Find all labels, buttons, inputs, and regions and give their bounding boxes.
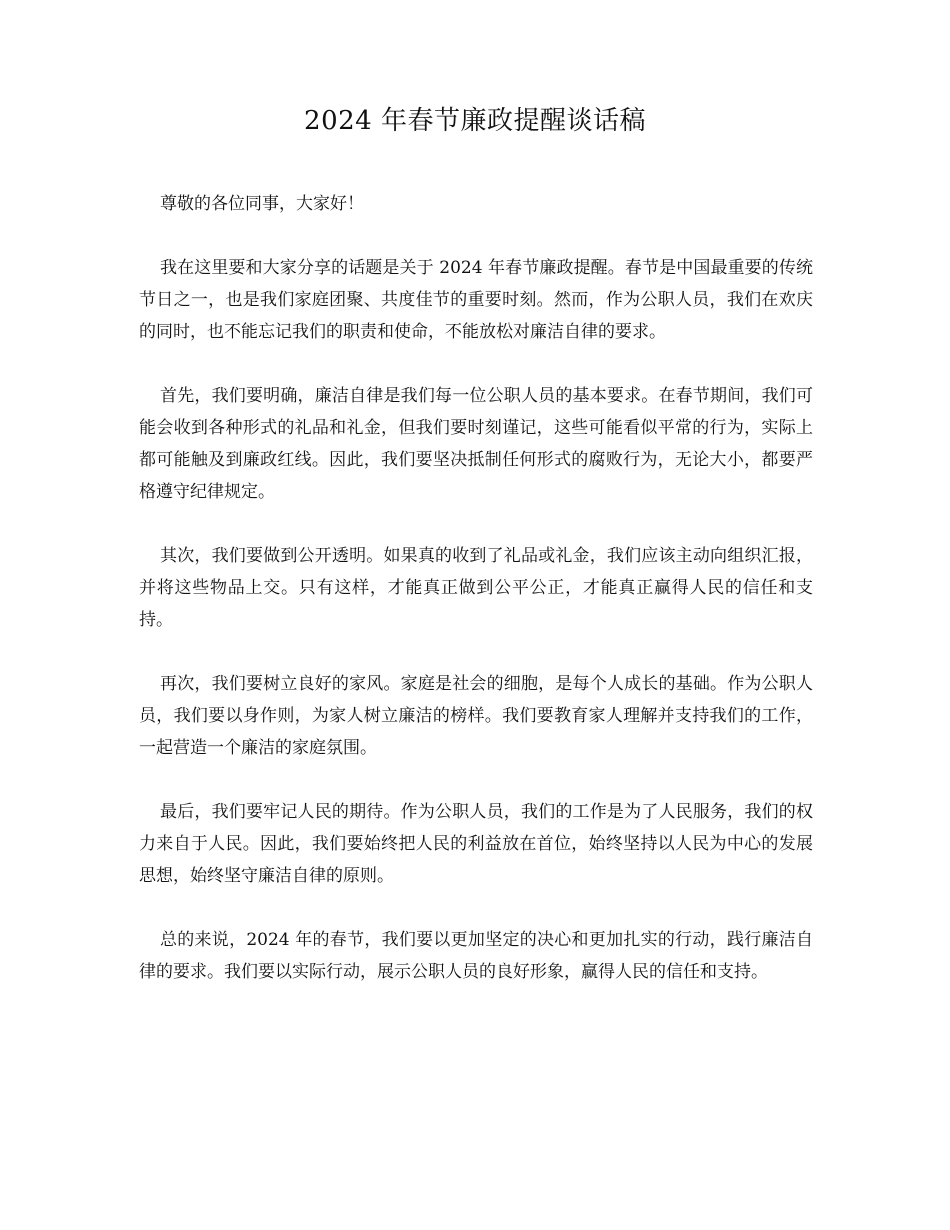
intro-paragraph: 我在这里要和大家分享的话题是关于 2024 年春节廉政提醒。春节是中国最重要的传统节日之一，也是我们家庭团聚、共度佳节的重要时刻。然而，作为公职人员，我们在欢庆的同时，也不能忘记我们的职责和使命，不能放松对廉洁自律的要求。 bbox=[139, 258, 813, 342]
document-title: 2024 年春节廉政提醒谈话稿 bbox=[304, 106, 646, 136]
document-body bbox=[139, 188, 813, 1020]
third-point-paragraph: 再次，我们要树立良好的家风。家庭是社会的细胞，是每个人成长的基础。作为公职人员，我们要以身作则，为家人树立廉洁的榜样。我们要教育家人理解并支持我们的工作，一起营造一个廉洁的家庭氛围。 bbox=[139, 674, 813, 758]
greeting-paragraph: 尊敬的各位同事，大家好！ bbox=[160, 194, 364, 214]
conclusion-paragraph: 总的来说，2024 年的春节，我们要以更加坚定的决心和更加扎实的行动，践行廉洁自律的要求。我们要以实际行动，展示公职人员的良好形象，赢得人民的信任和支持。 bbox=[139, 930, 813, 982]
second-point-paragraph: 其次，我们要做到公开透明。如果真的收到了礼品或礼金，我们应该主动向组织汇报，并将这些物品上交。只有这样，才能真正做到公平公正，才能真正赢得人民的信任和支持。 bbox=[139, 546, 813, 630]
first-point-paragraph: 首先，我们要明确，廉洁自律是我们每一位公职人员的基本要求。在春节期间，我们可能会收到各种形式的礼品和礼金，但我们要时刻谨记，这些可能看似平常的行为，实际上都可能触及到廉政红线。因此，我们要坚决抵制任何形式的腐败行为，无论大小，都要严格遵守纪律规定。 bbox=[139, 386, 813, 502]
fourth-point-paragraph: 最后，我们要牢记人民的期待。作为公职人员，我们的工作是为了人民服务，我们的权力来自于人民。因此，我们要始终把人民的利益放在首位，始终坚持以人民为中心的发展思想，始终坚守廉洁自律的原则。 bbox=[139, 802, 813, 886]
